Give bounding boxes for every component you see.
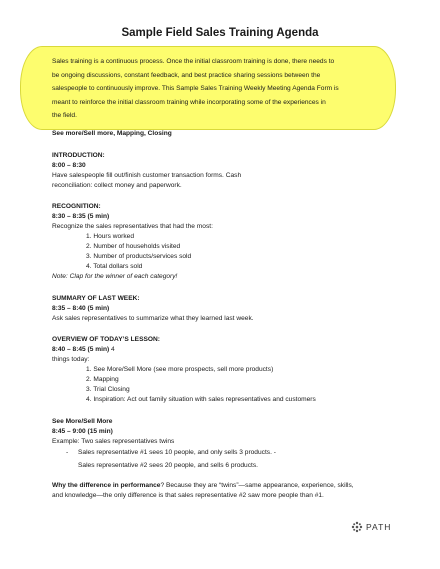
intro-text-1: Have salespeople fill out/finish customer transaction forms. Cash	[52, 172, 242, 179]
seemore-rep2: Sales representative #2 sees 20 people, and sells 6 products.	[78, 462, 258, 469]
recognition-intro: Recognize the sales representatives that had the most:	[52, 223, 213, 230]
recognition-note: Note: Clap for the winner of each category!	[52, 273, 178, 280]
recognition-item: 3. Number of products/services sold	[86, 253, 192, 260]
path-logo	[351, 521, 391, 533]
callout-line: the field.	[52, 112, 77, 119]
bullet-dash: -	[66, 449, 69, 456]
why-bold: Why the difference in performance	[52, 482, 161, 489]
intro-time: 8:00 – 8:30	[52, 162, 86, 169]
overview-item: 1. See More/Sell More (see more prospects, sell more products)	[86, 366, 274, 373]
recognition-item: 4. Total dollars sold	[86, 263, 143, 270]
callout-text	[52, 55, 392, 123]
intro-heading: INTRODUCTION:	[52, 152, 105, 159]
why-line-1	[52, 482, 354, 489]
summary-heading: SUMMARY OF LAST WEEK:	[52, 295, 140, 302]
overview-time-suffix: 4	[109, 346, 115, 353]
why-rest: ? Because they are “twins”—same appearance, experience, skills,	[160, 482, 354, 489]
logo-text: PATH	[366, 522, 392, 532]
see-more-heading: See more/Sell more, Mapping, Closing	[52, 130, 172, 137]
overview-item: 4. Inspiration: Act out family situation with sales representatives and customers	[86, 396, 316, 403]
recognition-heading: RECOGNITION:	[52, 203, 101, 210]
callout-line: salespeople to continuously improve. This Sample Sales Training Weekly Meeting Agenda Form is	[52, 85, 339, 92]
overview-time-line	[52, 346, 115, 353]
overview-things: things today:	[52, 356, 90, 363]
seemore-time: 8:45 – 9:00 (15 min)	[52, 428, 113, 435]
recognition-time: 8:30 – 8:35 (5 min)	[52, 213, 110, 220]
seemore-heading: See More/Sell More	[52, 418, 113, 425]
overview-item: 2. Mapping	[86, 376, 119, 383]
recognition-item: 2. Number of households visited	[86, 243, 181, 250]
summary-text: Ask sales representatives to summarize what they learned last week.	[52, 315, 254, 322]
seemore-example: Example: Two sales representatives twins	[52, 438, 175, 445]
callout-line: meant to reinforce the initial classroom training while incorporating some of the experiences in	[52, 98, 326, 106]
path-logo-icon	[351, 521, 363, 533]
intro-text-2: reconciliation: collect money and paperwork.	[52, 182, 182, 189]
recognition-item: 1. Hours worked	[86, 233, 135, 240]
overview-item: 3. Trial Closing	[86, 386, 130, 393]
page-title: Sample Field Sales Training Agenda	[121, 27, 319, 39]
why-line-2: and knowledge—the only difference is that sales representative #2 saw more people than #1.	[52, 492, 324, 499]
overview-heading: OVERVIEW OF TODAY’S LESSON:	[52, 336, 160, 343]
overview-time: 8:40 – 8:45 (5 min)	[52, 346, 110, 353]
callout-line: be ongoing discussions, constant feedback, and best practice sharing sessions between the	[52, 71, 321, 79]
seemore-rep1: Sales representative #1 sees 10 people, and only sells 3 products. -	[78, 449, 276, 456]
summary-time: 8:35 – 8:40 (5 min)	[52, 305, 110, 312]
callout-line: Sales training is a continuous process. Once the initial classroom training is done, there needs to	[52, 58, 335, 65]
